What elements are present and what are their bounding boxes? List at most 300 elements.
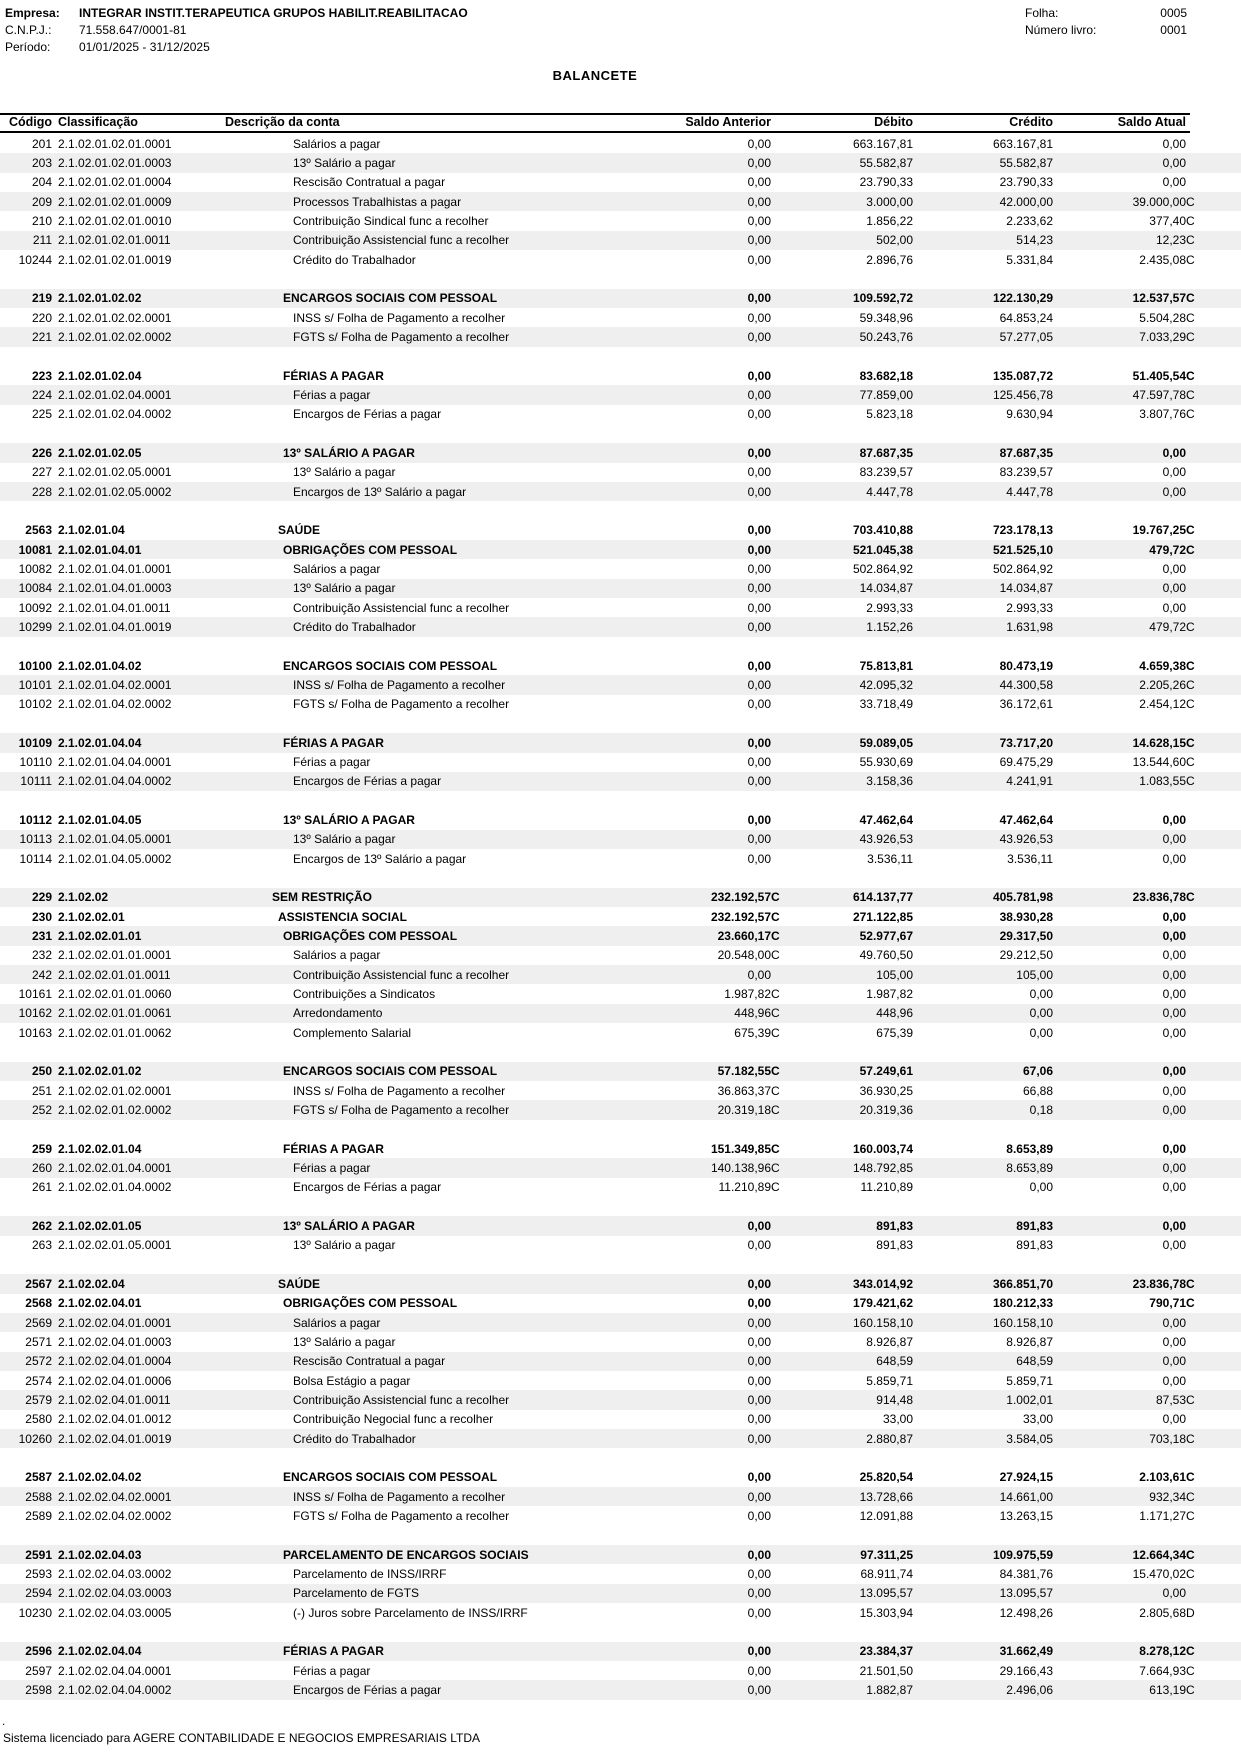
table-row <box>0 984 1241 1003</box>
blank-separator-row <box>0 1622 1241 1641</box>
cell-cred: 648,59 <box>1016 1354 1053 1369</box>
cell-descricao: FGTS s/ Folha de Pagamento a recolher <box>293 1103 510 1118</box>
cell-atu: 479,72C <box>1149 542 1195 557</box>
cell-descricao: Encargos de 13º Salário a pagar <box>293 851 467 866</box>
cell-sa: 0,00 <box>747 1644 771 1659</box>
cell-atu: 0,00 <box>1162 1238 1186 1253</box>
cell-codigo: 10244 <box>18 252 52 267</box>
cell-atu: 0,00 <box>1162 813 1186 828</box>
cell-classificacao: 2.1.02.02.04.01.0006 <box>58 1373 172 1388</box>
cell-codigo: 10092 <box>18 600 52 615</box>
cell-sa: 0,00 <box>747 658 771 673</box>
cell-descricao: ENCARGOS SOCIAIS COM PESSOAL <box>283 1470 498 1485</box>
cell-deb: 12.091,88 <box>859 1508 913 1523</box>
cell-atu: 1.171,27C <box>1139 1508 1195 1523</box>
cell-atu: 1.083,55C <box>1139 774 1195 789</box>
cell-codigo: 2589 <box>25 1508 52 1523</box>
cell-classificacao: 2.1.02.01.02.01.0011 <box>58 233 171 248</box>
cell-cred: 87.687,35 <box>999 445 1053 460</box>
cell-atu: 0,00 <box>1162 561 1186 576</box>
cell-descricao: INSS s/ Folha de Pagamento a recolher <box>293 1083 506 1098</box>
cell-cred: 38.930,28 <box>999 909 1053 924</box>
company-line <box>5 6 468 21</box>
cell-classificacao: 2.1.02.02.01.01.0011 <box>58 967 171 982</box>
cell-descricao: Contribuição Assistencial func a recolher <box>293 967 510 982</box>
cell-atu: 0,00 <box>1162 1180 1186 1195</box>
blank-separator-row <box>0 1255 1241 1274</box>
cell-classificacao: 2.1.02.02 <box>58 890 109 905</box>
cell-atu: 0,00 <box>1162 929 1186 944</box>
cell-codigo: 10082 <box>18 561 52 576</box>
cell-deb: 33,00 <box>882 1412 913 1427</box>
cell-classificacao: 2.1.02.02.04.04 <box>58 1644 142 1659</box>
cell-codigo: 10101 <box>18 677 52 692</box>
cell-deb: 148.792,85 <box>852 1161 913 1176</box>
cell-sa: 0,00 <box>747 194 771 209</box>
cell-sa: 0,00 <box>747 832 771 847</box>
cell-codigo: 2567 <box>25 1277 52 1292</box>
section-header-row <box>0 1545 1241 1564</box>
cell-codigo: 261 <box>31 1180 52 1195</box>
blank-separator-row <box>0 1197 1241 1216</box>
cnpj-label: C.N.P.J.: <box>5 23 52 37</box>
cell-atu: 790,71C <box>1149 1296 1195 1311</box>
cell-codigo: 226 <box>31 445 52 460</box>
cell-cred: 135.087,72 <box>992 368 1053 383</box>
cell-sa: 0,00 <box>747 1586 771 1601</box>
cell-codigo: 10230 <box>18 1605 52 1620</box>
cell-codigo: 229 <box>31 890 52 905</box>
table-row <box>0 1661 1241 1680</box>
blank-separator-row <box>0 1448 1241 1467</box>
table-row <box>0 1506 1241 1525</box>
cell-sa: 0,00 <box>747 619 771 634</box>
cell-sa: 0,00 <box>747 600 771 615</box>
cell-cred: 4.241,91 <box>1006 774 1053 789</box>
cell-descricao: Bolsa Estágio a pagar <box>293 1373 411 1388</box>
cell-classificacao: 2.1.02.02.01.01.0001 <box>58 948 172 963</box>
cell-sa: 232.192,57C <box>710 890 780 905</box>
cell-sa: 0,00 <box>747 697 771 712</box>
cell-classificacao: 2.1.02.01.02.01.0010 <box>58 213 172 228</box>
cell-sa: 232.192,57C <box>710 909 780 924</box>
cell-sa: 0,00 <box>747 407 771 422</box>
cell-classificacao: 2.1.02.02.04.03 <box>58 1547 142 1562</box>
cell-descricao: FGTS s/ Folha de Pagamento a recolher <box>293 697 510 712</box>
col-header-codigo: Código <box>8 115 52 129</box>
section-header-row <box>0 1139 1241 1158</box>
cell-descricao: Férias a pagar <box>293 755 371 770</box>
cell-sa: 0,00 <box>747 445 771 460</box>
cell-sa: 0,00 <box>747 1431 771 1446</box>
table-row <box>0 1429 1241 1448</box>
cell-deb: 75.813,81 <box>859 658 913 673</box>
cell-descricao: SEM RESTRIÇÃO <box>272 890 373 905</box>
cell-cred: 2.496,06 <box>1006 1682 1053 1697</box>
section-header-row <box>0 810 1241 829</box>
cell-classificacao: 2.1.02.02.01.01.0062 <box>58 1025 172 1040</box>
cell-sa: 0,00 <box>747 735 771 750</box>
cell-deb: 68.911,74 <box>860 1566 913 1581</box>
table-row <box>0 192 1241 211</box>
cell-codigo: 263 <box>31 1238 52 1253</box>
cell-cred: 891,83 <box>1016 1238 1053 1253</box>
cell-atu: 0,00 <box>1162 1006 1186 1021</box>
cell-deb: 87.687,35 <box>859 445 913 460</box>
cell-cred: 366.851,70 <box>992 1277 1053 1292</box>
cell-sa: 0,00 <box>747 1547 771 1562</box>
cell-cred: 83.239,57 <box>999 465 1053 480</box>
cell-deb: 914,48 <box>876 1392 913 1407</box>
cell-codigo: 219 <box>31 291 52 306</box>
cell-atu: 0,00 <box>1162 1335 1186 1349</box>
cell-descricao: Rescisão Contratual a pagar <box>293 175 446 190</box>
cell-deb: 57.249,61 <box>859 1064 913 1079</box>
cell-descricao: INSS s/ Folha de Pagamento a recolher <box>293 677 506 692</box>
table-row <box>0 1371 1241 1390</box>
cell-atu: 479,72C <box>1149 619 1195 634</box>
blank-separator-row <box>0 269 1241 288</box>
cell-atu: 4.659,38C <box>1139 658 1195 673</box>
license-footer: Sistema licenciado para AGERE CONTABILIDADE E NEGOCIOS EMPRESARIAIS LTDA <box>3 1731 481 1745</box>
cell-deb: 20.319,36 <box>859 1103 913 1118</box>
cell-codigo: 223 <box>31 368 52 383</box>
cell-classificacao: 2.1.02.01.04 <box>58 523 125 538</box>
cell-atu: 51.405,54C <box>1132 368 1195 383</box>
cell-atu: 0,00 <box>1162 1103 1186 1118</box>
period-value: 01/01/2025 - 31/12/2025 <box>79 40 210 54</box>
cell-codigo: 10161 <box>18 987 52 1002</box>
blank-separator-row <box>0 1120 1241 1139</box>
table-row <box>0 946 1241 965</box>
cell-codigo: 230 <box>31 909 52 924</box>
cell-deb: 703.410,88 <box>852 523 913 538</box>
cell-cred: 69.475,29 <box>999 755 1053 770</box>
cell-classificacao: 2.1.02.02.01.04 <box>58 1141 142 1156</box>
table-row <box>0 327 1241 346</box>
cell-deb: 663.167,81 <box>852 136 913 151</box>
cell-cred: 2.993,33 <box>1006 600 1053 615</box>
table-row <box>0 1023 1241 1042</box>
table-row <box>0 753 1241 772</box>
cell-codigo: 2593 <box>25 1566 52 1581</box>
cell-sa: 0,00 <box>747 1335 771 1349</box>
col-header-descricao: Descrição da conta <box>225 115 340 129</box>
table-row <box>0 1487 1241 1506</box>
blank-separator-row <box>0 637 1241 656</box>
cell-sa: 0,00 <box>747 155 771 170</box>
cell-classificacao: 2.1.02.01.04.05.0002 <box>58 851 172 866</box>
cell-descricao: SAÚDE <box>278 523 321 538</box>
cell-descricao: Complemento Salarial <box>293 1025 412 1040</box>
cell-atu: 377,40C <box>1149 213 1195 228</box>
cell-descricao: Encargos de Férias a pagar <box>293 774 442 789</box>
cell-codigo: 10111 <box>20 774 52 789</box>
cell-codigo: 2568 <box>25 1296 52 1311</box>
cell-deb: 105,00 <box>876 967 913 982</box>
cell-codigo: 227 <box>31 465 52 480</box>
cell-cred: 29.212,50 <box>999 948 1053 963</box>
cell-atu: 2.205,26C <box>1139 677 1195 692</box>
company-label: Empresa: <box>5 6 60 20</box>
cell-cred: 514,23 <box>1016 233 1053 248</box>
cell-codigo: 10109 <box>18 735 52 750</box>
cell-cred: 57.277,05 <box>999 329 1053 344</box>
cell-classificacao: 2.1.02.02.01.01 <box>58 929 142 944</box>
cell-cred: 1.002,01 <box>1006 1392 1053 1407</box>
table-row <box>0 1332 1241 1351</box>
cell-codigo: 2594 <box>25 1586 52 1601</box>
section-header-row <box>0 289 1241 308</box>
cell-deb: 4.447,78 <box>866 484 913 499</box>
book-number: 0001 <box>1160 23 1187 37</box>
header-rule-bottom <box>0 131 1190 133</box>
cell-atu: 2.435,08C <box>1139 252 1195 267</box>
cell-deb: 343.014,92 <box>852 1277 913 1292</box>
cell-sa: 0,00 <box>747 851 771 866</box>
cell-atu: 0,00 <box>1162 948 1186 963</box>
cell-atu: 19.767,25C <box>1132 523 1195 538</box>
cell-cred: 31.662,49 <box>999 1644 1053 1659</box>
table-row <box>0 598 1241 617</box>
cell-atu: 87,53C <box>1155 1392 1195 1407</box>
cell-sa: 0,00 <box>747 387 771 402</box>
cell-sa: 0,00 <box>747 1508 771 1523</box>
section-header-row <box>0 1274 1241 1293</box>
cell-deb: 675,39 <box>876 1025 913 1040</box>
cell-deb: 59.348,96 <box>859 310 913 325</box>
cell-atu: 15.470,02C <box>1132 1566 1195 1581</box>
cell-codigo: 262 <box>31 1219 52 1234</box>
cell-codigo: 10100 <box>18 658 52 673</box>
cell-atu: 0,00 <box>1162 1083 1186 1098</box>
col-header-saldo-anterior: Saldo Anterior <box>685 115 771 129</box>
cell-descricao: Rescisão Contratual a pagar <box>293 1354 446 1369</box>
cell-classificacao: 2.1.02.01.04.04 <box>58 735 142 750</box>
cell-deb: 502,00 <box>876 233 913 248</box>
cell-classificacao: 2.1.02.02.01 <box>58 909 125 924</box>
cell-atu: 13.544,60C <box>1132 755 1195 770</box>
cell-descricao: 13º Salário a pagar <box>293 155 396 170</box>
cell-cred: 0,18 <box>1029 1103 1053 1118</box>
cell-cred: 12.498,26 <box>999 1605 1053 1620</box>
cell-sa: 0,00 <box>747 465 771 480</box>
cell-cred: 1.631,98 <box>1006 619 1053 634</box>
cell-atu: 0,00 <box>1162 1219 1186 1234</box>
cell-cred: 44.300,58 <box>999 677 1053 692</box>
cell-cred: 122.130,29 <box>992 291 1053 306</box>
cell-atu: 12.664,34C <box>1132 1547 1195 1562</box>
section-header-row <box>0 888 1241 907</box>
cell-classificacao: 2.1.02.01.02.01.0009 <box>58 194 172 209</box>
cell-sa: 0,00 <box>747 368 771 383</box>
cell-atu: 0,00 <box>1162 600 1186 615</box>
cell-deb: 160.003,74 <box>852 1141 913 1156</box>
cell-cred: 67,06 <box>1022 1064 1053 1079</box>
table-row <box>0 308 1241 327</box>
cell-atu: 3.807,76C <box>1139 407 1195 422</box>
cell-descricao: Encargos de Férias a pagar <box>293 1682 442 1697</box>
cell-codigo: 2597 <box>25 1663 52 1678</box>
cell-descricao: Salários a pagar <box>293 948 381 963</box>
cell-codigo: 2571 <box>25 1335 52 1349</box>
cell-descricao: ENCARGOS SOCIAIS COM PESSOAL <box>283 1064 498 1079</box>
cell-atu: 703,18C <box>1149 1431 1195 1446</box>
cell-atu: 47.597,78C <box>1132 387 1195 402</box>
cell-sa: 0,00 <box>747 523 771 538</box>
cell-deb: 614.137,77 <box>852 890 913 905</box>
table-row <box>0 250 1241 269</box>
cell-classificacao: 2.1.02.02.04.03.0005 <box>58 1605 172 1620</box>
cell-atu: 932,34C <box>1149 1489 1195 1504</box>
cell-deb: 8.926,87 <box>866 1335 913 1349</box>
cell-sa: 0,00 <box>747 1605 771 1620</box>
cell-sa: 0,00 <box>747 329 771 344</box>
cell-classificacao: 2.1.02.02.04.03.0002 <box>58 1566 172 1581</box>
cell-deb: 3.536,11 <box>867 851 913 866</box>
cell-codigo: 10299 <box>18 619 52 634</box>
cell-descricao: Parcelamento de FGTS <box>293 1586 420 1601</box>
cell-cred: 891,83 <box>1016 1219 1053 1234</box>
cell-descricao: OBRIGAÇÕES COM PESSOAL <box>283 929 458 944</box>
cell-descricao: Salários a pagar <box>293 1315 381 1330</box>
page-title: BALANCETE <box>552 68 638 83</box>
cell-descricao: Crédito do Trabalhador <box>293 1431 416 1446</box>
cell-codigo: 2591 <box>25 1547 52 1562</box>
cell-sa: 23.660,17C <box>717 929 780 944</box>
cell-descricao: ENCARGOS SOCIAIS COM PESSOAL <box>283 658 498 673</box>
cell-deb: 47.462,64 <box>859 813 913 828</box>
section-header-row <box>0 1294 1241 1313</box>
cell-classificacao: 2.1.02.02.04.01.0001 <box>58 1315 172 1330</box>
cell-deb: 55.930,69 <box>859 755 913 770</box>
cell-descricao: PARCELAMENTO DE ENCARGOS SOCIAIS <box>283 1547 529 1562</box>
cell-descricao: Encargos de Férias a pagar <box>293 1180 442 1195</box>
blank-separator-row <box>0 1526 1241 1545</box>
cell-cred: 180.212,33 <box>992 1296 1053 1311</box>
cell-sa: 448,96C <box>734 1006 780 1021</box>
blank-separator-row <box>0 347 1241 366</box>
cnpj-line <box>5 23 186 38</box>
cell-classificacao: 2.1.02.02.01.05 <box>58 1219 142 1234</box>
cell-classificacao: 2.1.02.02.04.02.0001 <box>58 1489 172 1504</box>
cell-sa: 0,00 <box>747 136 771 151</box>
cell-sa: 0,00 <box>747 561 771 576</box>
cell-classificacao: 2.1.02.02.01.02.0002 <box>58 1103 172 1118</box>
cell-descricao: Contribuição Assistencial func a recolher <box>293 600 510 615</box>
cell-codigo: 209 <box>31 194 52 209</box>
cell-atu: 0,00 <box>1162 967 1186 982</box>
table-row <box>0 675 1241 694</box>
cell-codigo: 10114 <box>19 851 52 866</box>
cell-deb: 13.095,57 <box>859 1586 913 1601</box>
cell-cred: 3.584,05 <box>1006 1431 1053 1446</box>
cell-deb: 1.856,22 <box>866 213 913 228</box>
cell-descricao: (-) Juros sobre Parcelamento de INSS/IRRF <box>293 1605 528 1620</box>
cell-cred: 160.158,10 <box>992 1315 1053 1330</box>
cell-cred: 109.975,59 <box>992 1547 1053 1562</box>
cell-atu: 8.278,12C <box>1139 1644 1195 1659</box>
cell-atu: 2.805,68D <box>1139 1605 1195 1620</box>
section-header-row <box>0 1642 1241 1661</box>
section-header-row <box>0 366 1241 385</box>
cell-codigo: 2598 <box>25 1682 52 1697</box>
cell-classificacao: 2.1.02.01.04.02.0001 <box>58 677 172 692</box>
cell-descricao: INSS s/ Folha de Pagamento a recolher <box>293 1489 506 1504</box>
cell-codigo: 252 <box>31 1103 52 1118</box>
cell-cred: 125.456,78 <box>992 387 1053 402</box>
cell-cred: 29.166,43 <box>999 1663 1053 1678</box>
cell-descricao: Encargos de Férias a pagar <box>293 407 442 422</box>
table-row <box>0 617 1241 636</box>
cell-classificacao: 2.1.02.02.04 <box>58 1277 125 1292</box>
cell-deb: 55.582,87 <box>859 155 913 170</box>
cell-deb: 59.089,05 <box>859 735 913 750</box>
cell-atu: 7.664,93C <box>1139 1663 1195 1678</box>
cell-codigo: 204 <box>31 175 52 190</box>
cell-sa: 36.863,37C <box>717 1083 780 1098</box>
cell-classificacao: 2.1.02.01.04.02.0002 <box>58 697 172 712</box>
cell-sa: 0,00 <box>747 813 771 828</box>
cell-classificacao: 2.1.02.01.02.01.0019 <box>58 252 172 267</box>
cell-classificacao: 2.1.02.02.04.02.0002 <box>58 1508 172 1523</box>
cell-deb: 521.045,38 <box>852 542 913 557</box>
cell-codigo: 2587 <box>25 1470 52 1485</box>
cell-cred: 405.781,98 <box>992 890 1053 905</box>
cell-descricao: Férias a pagar <box>293 1663 371 1678</box>
cell-cred: 2.233,62 <box>1006 213 1053 228</box>
cell-cred: 723.178,13 <box>992 523 1053 538</box>
table-row <box>0 1680 1241 1699</box>
cell-descricao: 13º Salário a pagar <box>293 581 396 596</box>
cell-deb: 43.926,53 <box>859 832 913 847</box>
col-header-credito: Crédito <box>1009 115 1053 129</box>
cell-deb: 2.993,33 <box>866 600 913 615</box>
table-row <box>0 830 1241 849</box>
cell-deb: 11.210,89 <box>860 1180 913 1195</box>
period-label: Período: <box>5 40 51 54</box>
cell-cred: 27.924,15 <box>999 1470 1053 1485</box>
cell-deb: 3.158,36 <box>866 774 913 789</box>
cell-classificacao: 2.1.02.02.01.01.0061 <box>58 1006 172 1021</box>
cell-atu: 0,00 <box>1162 1315 1186 1330</box>
cell-deb: 109.592,72 <box>852 291 913 306</box>
cell-cred: 8.653,89 <box>1006 1161 1053 1176</box>
cell-atu: 0,00 <box>1162 1373 1186 1388</box>
cell-descricao: FGTS s/ Folha de Pagamento a recolher <box>293 329 510 344</box>
cell-descricao: Contribuição Assistencial func a recolher <box>293 233 510 248</box>
cell-codigo: 2572 <box>25 1354 52 1369</box>
cell-classificacao: 2.1.02.01.04.05.0001 <box>58 832 172 847</box>
cell-atu: 0,00 <box>1162 581 1186 596</box>
cell-deb: 97.311,25 <box>860 1547 913 1562</box>
cell-sa: 0,00 <box>747 1219 771 1234</box>
cell-codigo: 10162 <box>18 1006 52 1021</box>
blank-separator-row <box>0 791 1241 810</box>
cell-sa: 0,00 <box>747 1470 771 1485</box>
cell-codigo: 10102 <box>18 697 52 712</box>
period-line <box>5 40 210 55</box>
cell-cred: 43.926,53 <box>999 832 1053 847</box>
cell-classificacao: 2.1.02.02.04.02 <box>58 1470 142 1485</box>
cell-deb: 2.880,87 <box>866 1431 913 1446</box>
cell-deb: 23.384,37 <box>859 1644 913 1659</box>
cell-classificacao: 2.1.02.02.01.01.0060 <box>58 987 172 1002</box>
cell-descricao: OBRIGAÇÕES COM PESSOAL <box>283 1296 458 1311</box>
cell-sa: 11.210,89C <box>718 1180 780 1195</box>
cell-atu: 0,00 <box>1162 1141 1186 1156</box>
cell-descricao: SAÚDE <box>278 1277 321 1292</box>
